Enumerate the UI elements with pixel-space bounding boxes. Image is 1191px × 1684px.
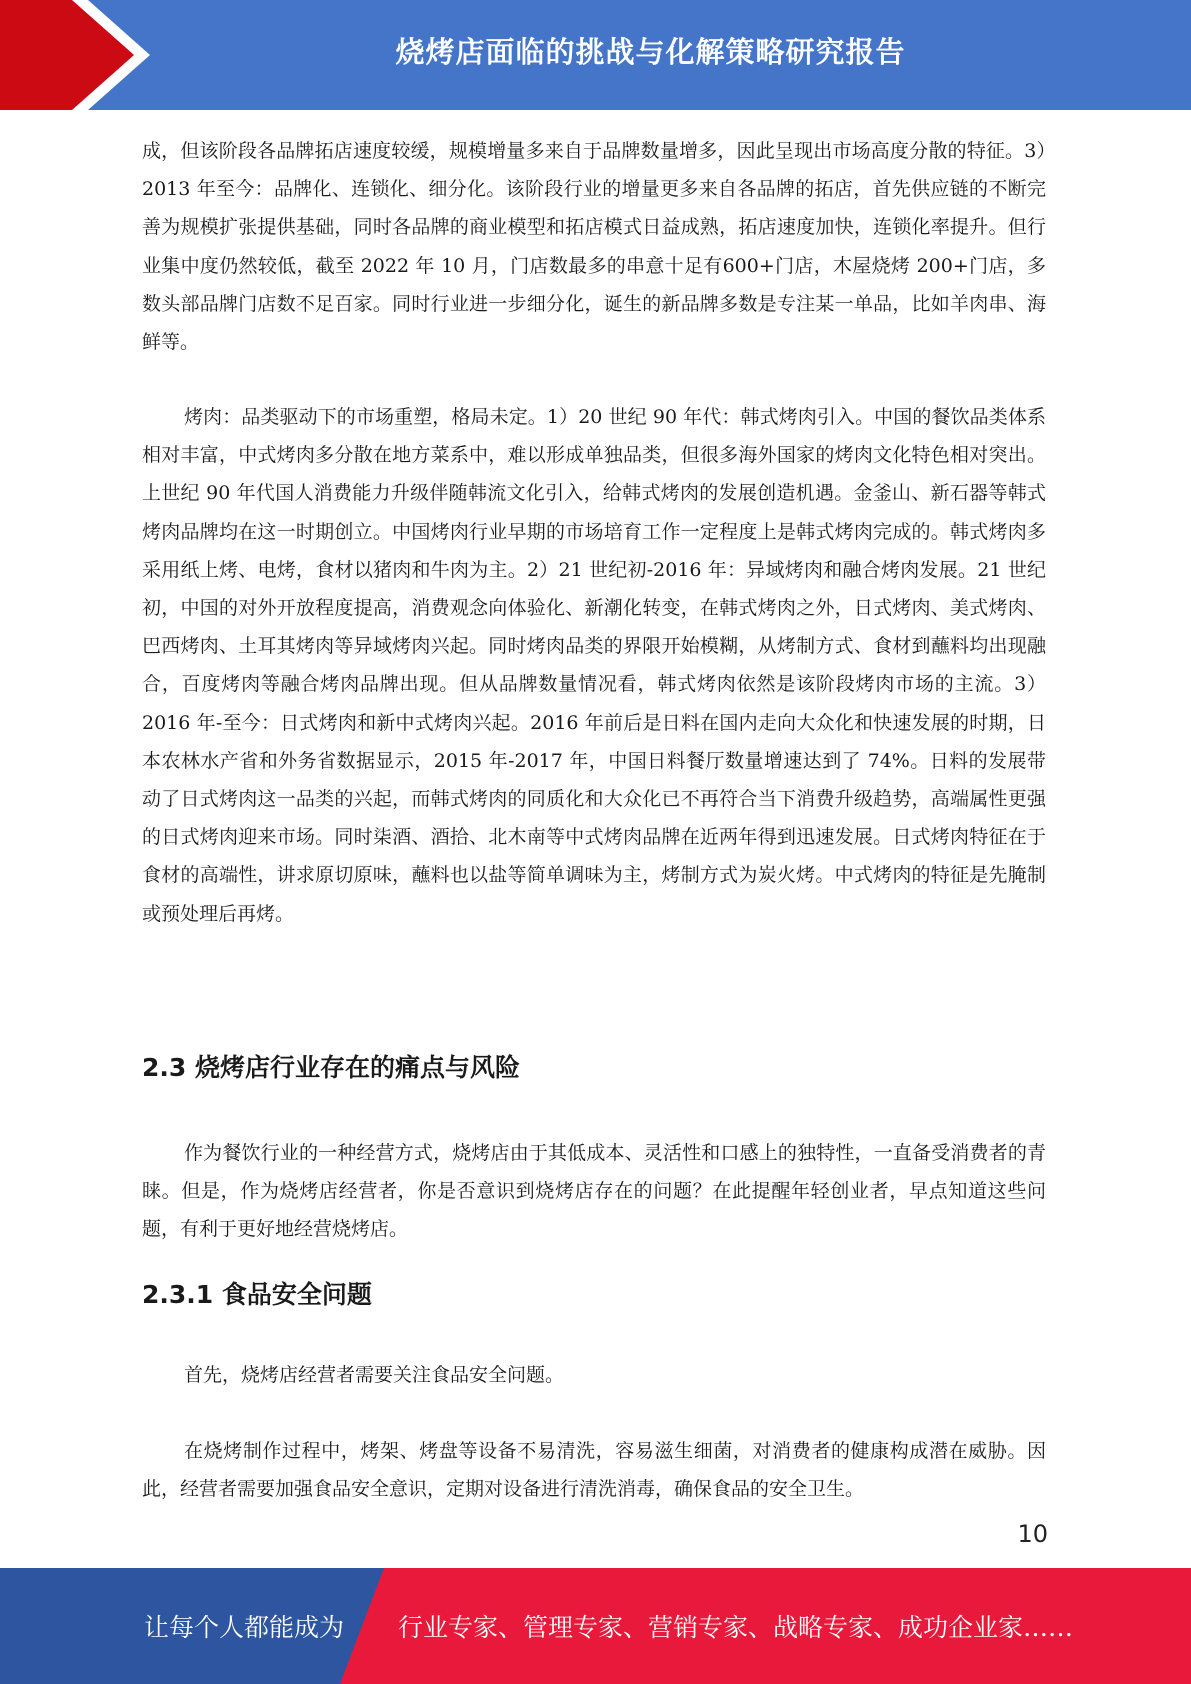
- page-footer: [0, 1568, 1191, 1684]
- footer-tagline: 行业专家、管理专家、营销专家、战略专家、成功企业家……: [398, 1613, 1074, 1642]
- body-paragraph: 在烧烤制作过程中，烤架、烤盘等设备不易清洗，容易滋生细菌，对消费者的健康构成潜在威胁。因此，经营者需要加强食品安全意识，定期对设备进行清洗消毒，确保食品的安全卫生。: [142, 1440, 1046, 1501]
- section-heading: 2.3 烧烤店行业存在的痛点与风险: [142, 1053, 520, 1082]
- body-paragraph: 首先，烧烤店经营者需要关注食品安全问题。: [184, 1364, 565, 1386]
- subsection-heading: 2.3.1 食品安全问题: [142, 1280, 372, 1309]
- report-title: 烧烤店面临的挑战与化解策略研究报告: [395, 34, 906, 69]
- page-number: 10: [1017, 1520, 1048, 1548]
- footer-slogan: 让每个人都能成为: [144, 1613, 345, 1642]
- page-header: [0, 0, 1191, 110]
- body-paragraph: 成，但该阶段各品牌拓店速度较缓，规模增量多来自于品牌数量增多，因此呈现出市场高度分散的特征。3）2013 年至今：品牌化、连锁化、细分化。该阶段行业的增量更多来自各品牌的拓店，首先供应链的不断完善为规模扩张提供基础，同时各品牌的商业模型和拓店模式日益成熟，拓店速度加快，连锁化率提升。但行业集中度仍然较低，截至 2022 年 10 月，门店数最多的串意十足有600+门店，木屋烧烤 200+门店，多数头部品牌门店数不足百家。同时行业进一步细分化，诞生的新品牌多数是专注某一单品，比如羊肉串、海鲜等。: [142, 140, 1046, 354]
- body-paragraph: 烤肉：品类驱动下的市场重塑，格局未定。1）20 世纪 90 年代：韩式烤肉引入。中国的餐饮品类体系相对丰富，中式烤肉多分散在地方菜系中，难以形成单独品类，但很多海外国家的烤肉文化特色相对突出。上世纪 90 年代国人消费能力升级伴随韩流文化引入，给韩式烤肉的发展创造机遇。金釜山、新石器等韩式烤肉品牌均在这一时期创立。中国烤肉行业早期的市场培育工作一定程度上是韩式烤肉完成的。韩式烤肉多采用纸上烤、电烤，食材以猪肉和牛肉为主。2）21 世纪初-2016 年：异域烤肉和融合烤肉发展。21 世纪初，中国的对外开放程度提高，消费观念向体验化、新潮化转变，在韩式烤肉之外，日式烤肉、美式烤肉、巴西烤肉、土耳其烤肉等异域烤肉兴起。同时烤肉品类的界限开始模糊，从烤制方式、食材到蘸料均出现融合，百度烤肉等融合烤肉品牌出现。但从品牌数量情况看，韩式烤肉依然是该阶段烤肉市场的主流。3）2016 年-至今：日式烤肉和新中式烤肉兴起。2016 年前后是日料在国内走向大众化和快速发展的时期，日本农林水产省和外务省数据显示，2015 年-2017 年，中国日料餐厅数量增速达到了 74%。日料的发展带动了日式烤肉这一品类的兴起，而韩式烤肉的同质化和大众化已不再符合当下消费升级趋势，高端属性更强的日式烤肉迎来市场。同时柒酒、酒拾、北木南等中式烤肉品牌在近两年得到迅速发展。日式烤肉特征在于食材的高端性，讲求原切原味，蘸料也以盐等简单调味为主，烤制方式为炭火烤。中式烤肉的特征是先腌制或预处理后再烤。: [142, 406, 1046, 925]
- body-paragraph: 作为餐饮行业的一种经营方式，烧烤店由于其低成本、灵活性和口感上的独特性，一直备受消费者的青睐。但是，作为烧烤店经营者，你是否意识到烧烤店存在的问题？在此提醒年轻创业者，早点知道这些问题，有利于更好地经营烧烤店。: [142, 1142, 1046, 1241]
